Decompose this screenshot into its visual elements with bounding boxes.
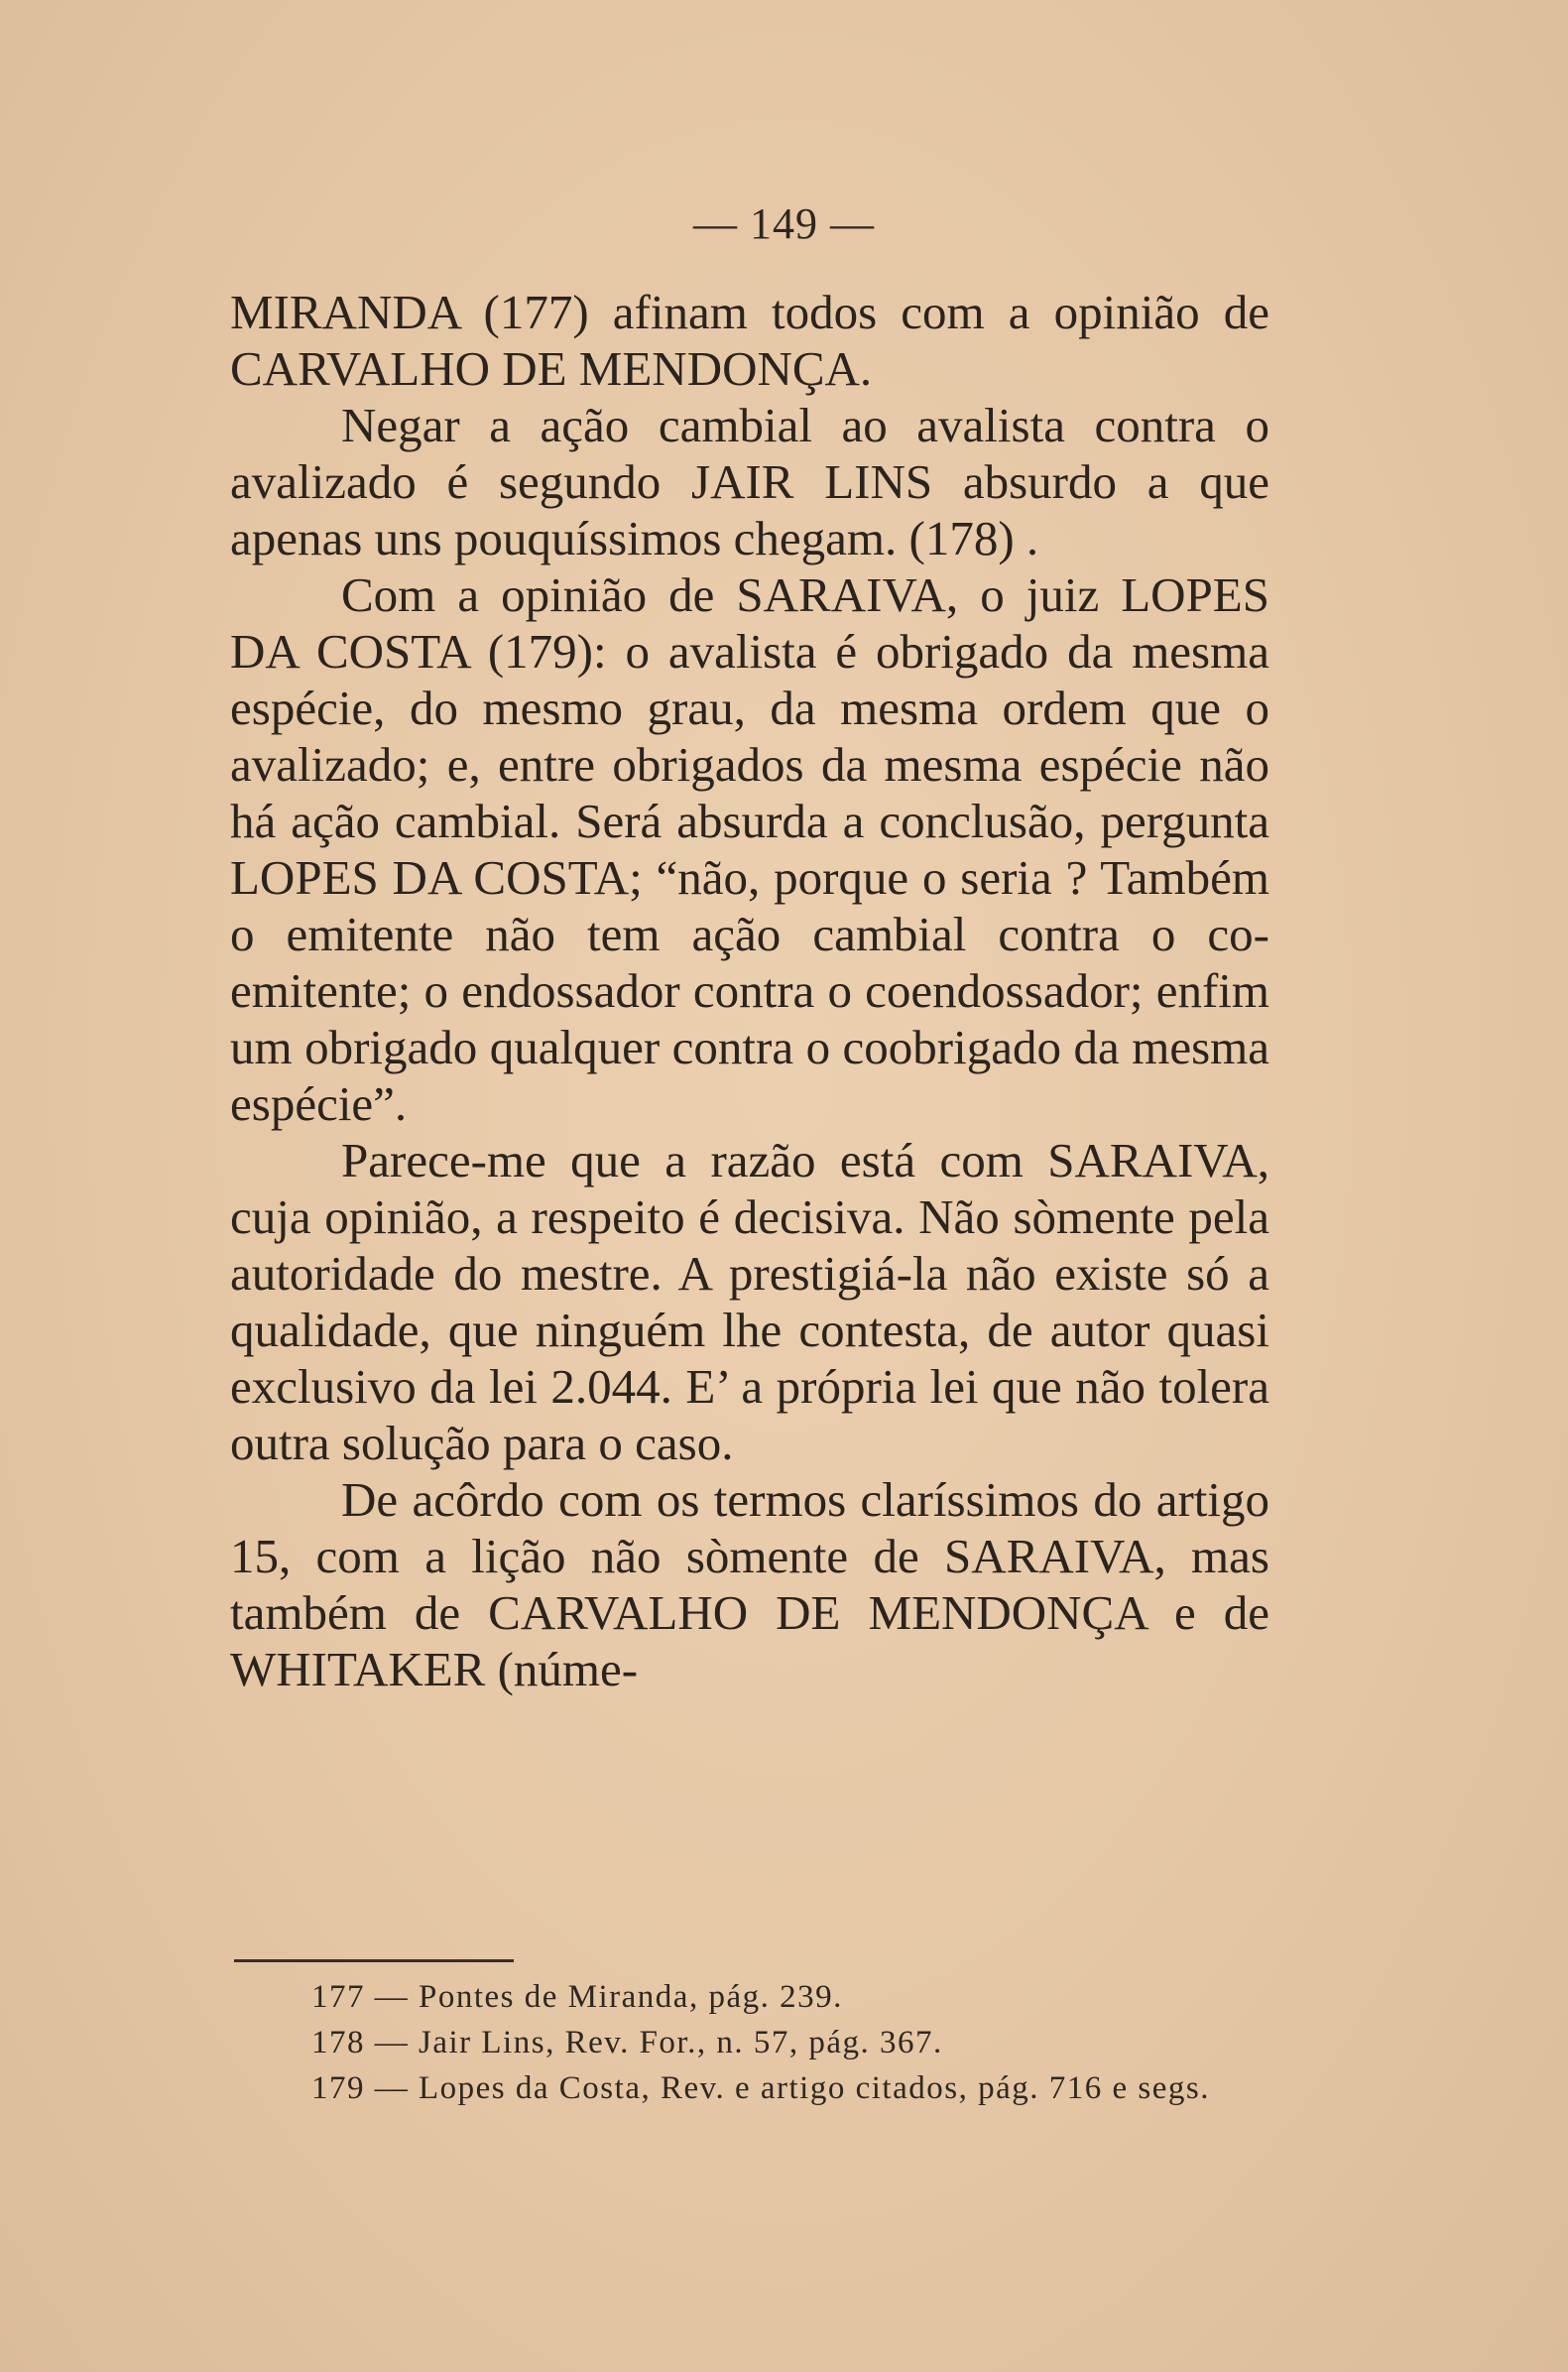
footnote: 179 — Lopes da Costa, Rev. e artigo citados, pág. 716 e segs.: [311, 2070, 1210, 2106]
paragraph: Parece-me que a razão está com SARAIVA, cuja opinião, a respeito é decisiva. Não sòmente pela autoridade do mestre. A prestigiá-la não existe só a qualidade, que ninguém lhe contesta, de autor quasi exclusivo da lei 2.044. E’ a própria lei que não tolera outra solução para o caso.: [230, 1133, 1269, 1470]
page-number: — 149 —: [693, 199, 875, 248]
paragraph: Negar a ação cambial ao avalista contra o avalizado é segundo JAIR LINS absurdo a que apenas uns pouquíssimos chegam. (178) .: [230, 398, 1269, 565]
body-text: [230, 284, 1269, 1697]
paragraph: MIRANDA (177) afinam todos com a opinião de CARVALHO DE MENDONÇA.: [230, 285, 1269, 396]
footnote: 178 — Jair Lins, Rev. For., n. 57, pág. 367.: [311, 2025, 943, 2060]
footnote: 177 — Pontes de Miranda, pág. 239.: [311, 1979, 843, 2015]
paragraph: De acôrdo com os termos claríssimos do artigo 15, com a lição não sòmente de SARAIVA, mas também de CARVALHO DE MENDONÇA e de WHITAKER (núme-: [230, 1472, 1269, 1696]
paragraph: Com a opinião de SARAIVA, o juiz LOPES DA COSTA (179): o avalista é obrigado da mesma espécie, do mesmo grau, da mesma ordem que o avalizado; e, entre obrigados da mesma espécie não há ação cambial. Será absurda a conclusão, pergunta LOPES DA COSTA; “não, porque o seria ? Também o emitente não tem ação cambial contra o co-emitente; o endossador contra o coendossador; enfim um obrigado qualquer contra o coobrigado da mesma espécie”.: [230, 567, 1269, 1131]
footnotes: [234, 1974, 1269, 2111]
footnote-divider: [234, 1959, 514, 1962]
